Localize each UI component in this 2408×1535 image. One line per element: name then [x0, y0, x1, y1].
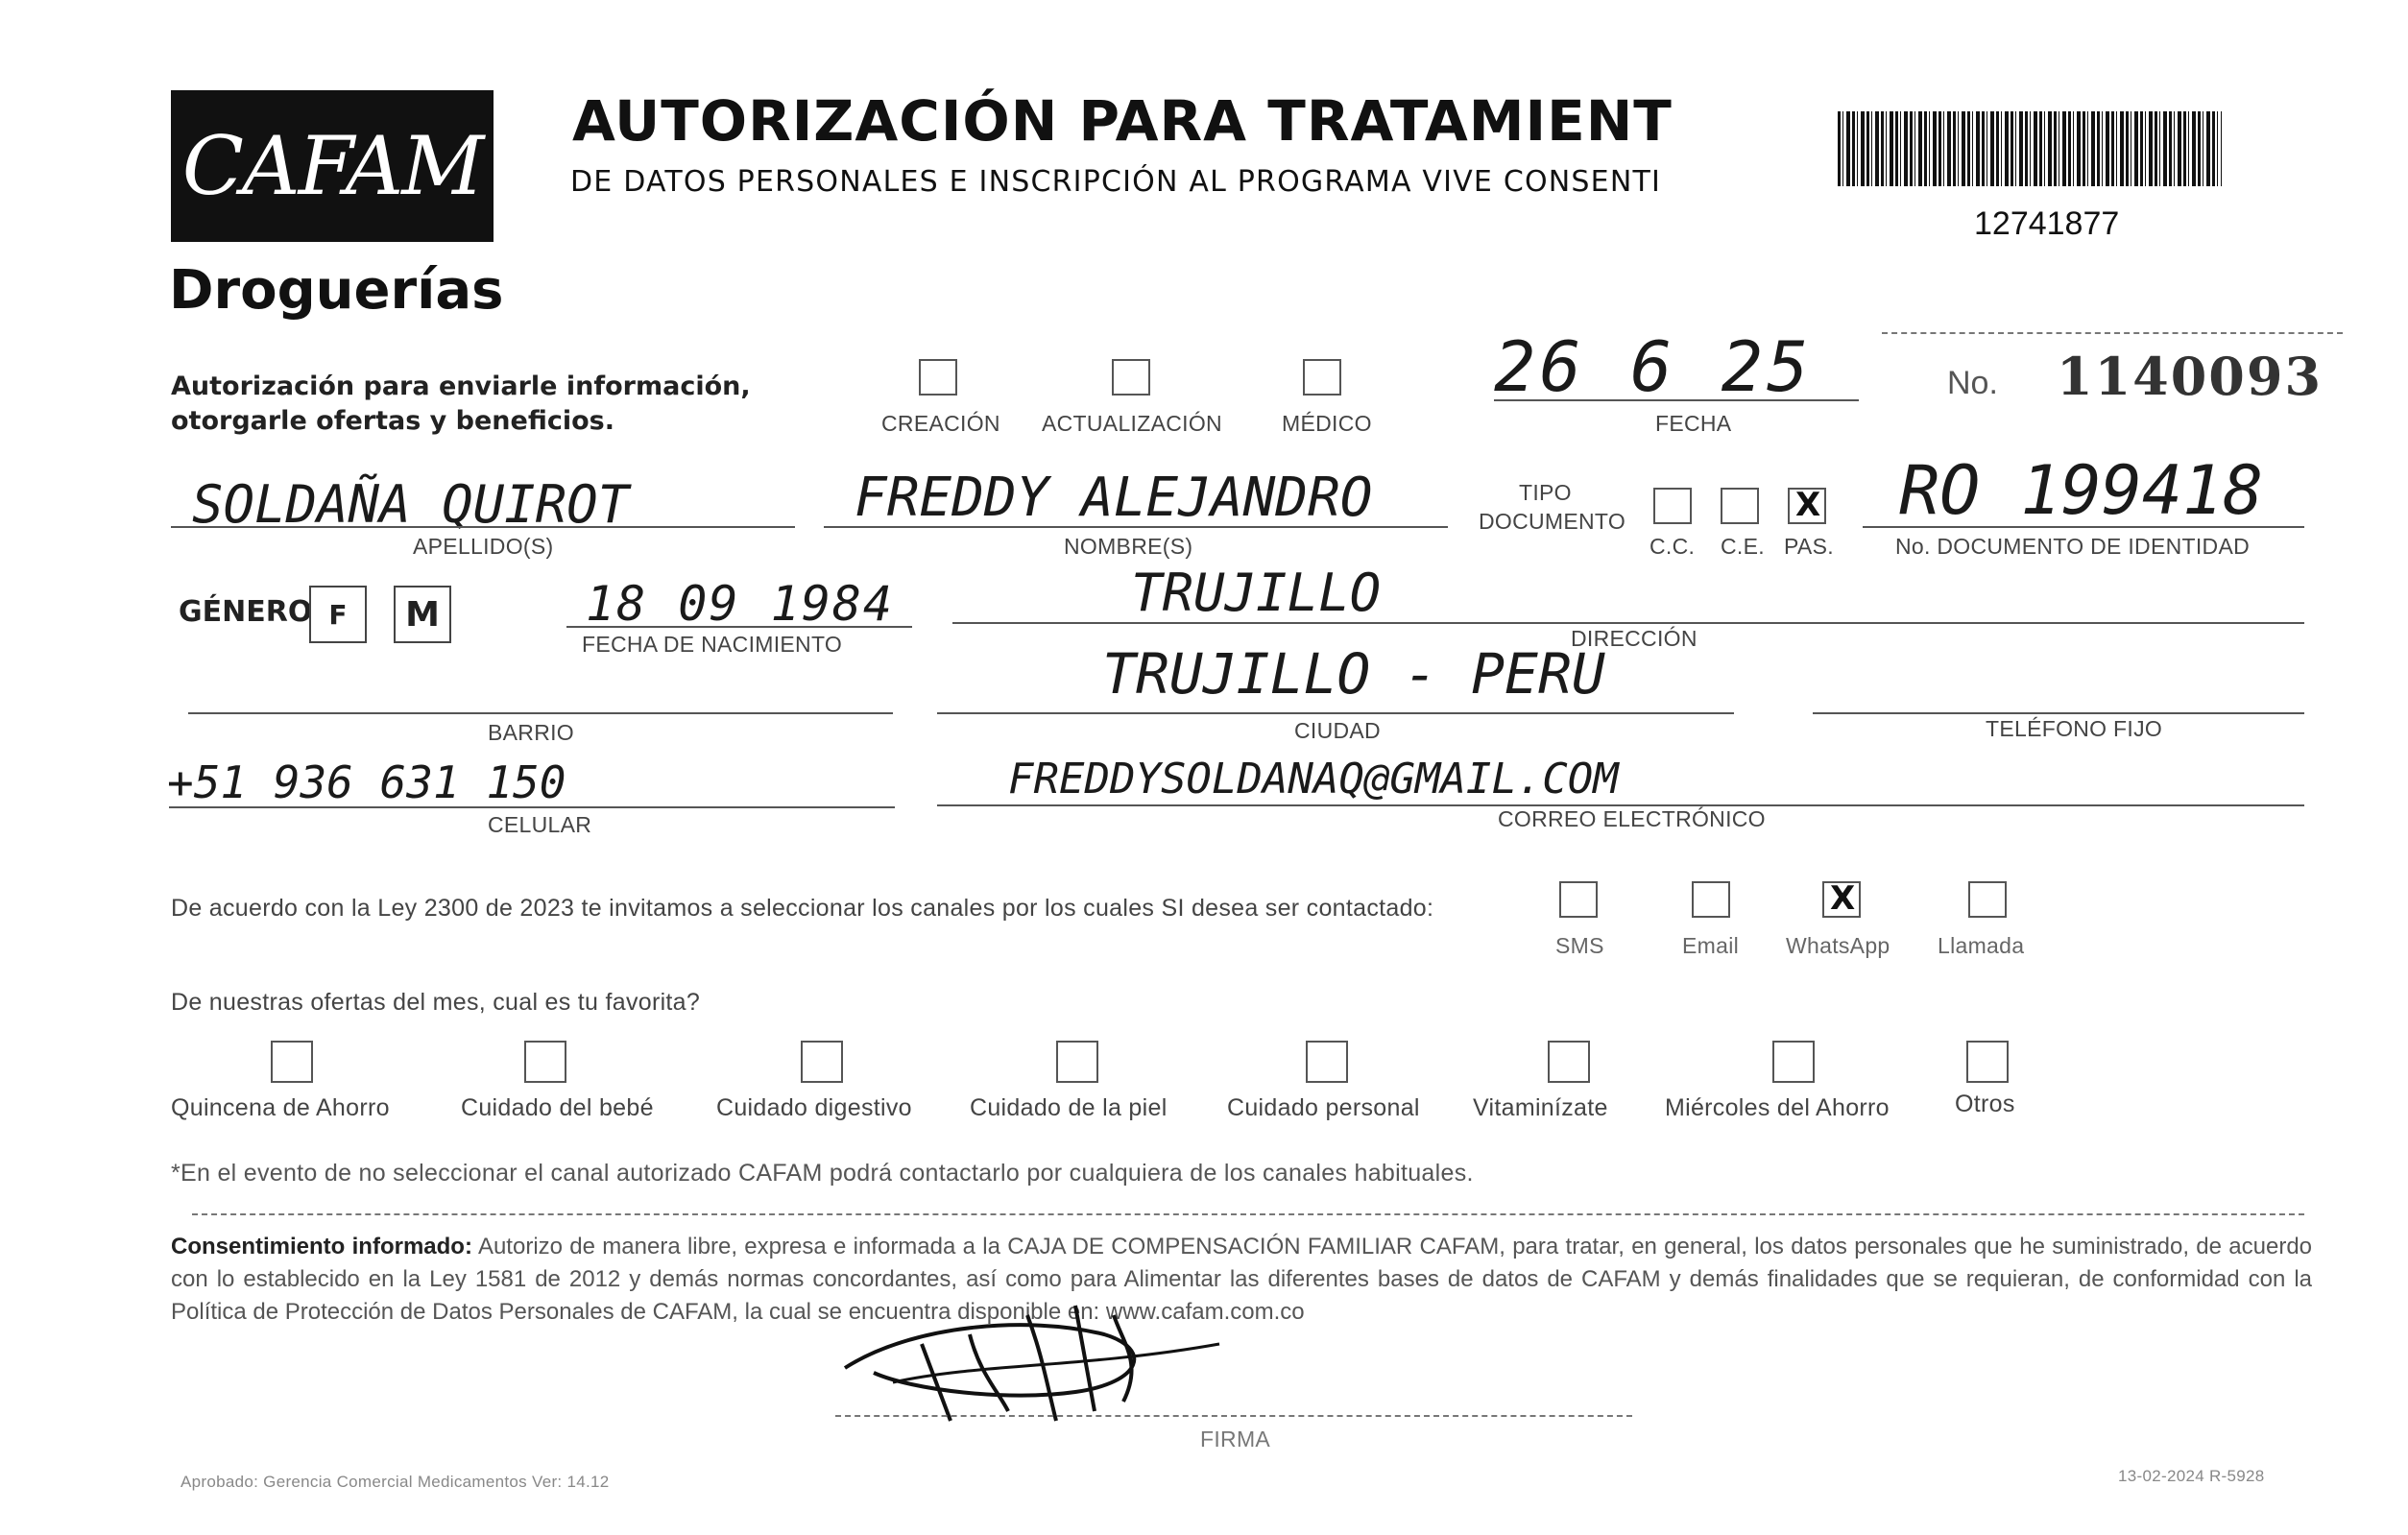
barcode-number: 12741877	[1974, 205, 2120, 242]
offers-note: *En el evento de no seleccionar el canal autorizado CAFAM podrá contactarlo por cualquiera de los canales habituales.	[171, 1160, 1474, 1187]
offer-piel-checkbox[interactable]	[1056, 1041, 1098, 1083]
channels-question: De acuerdo con la Ley 2300 de 2023 te invitamos a seleccionar los canales por los cuales SI desea ser contactado:	[171, 895, 1434, 922]
gender-f-label: F	[328, 598, 348, 631]
llamada-label: Llamada	[1938, 933, 2025, 958]
offer-vitaminizate-checkbox[interactable]	[1548, 1041, 1590, 1083]
sms-label: SMS	[1555, 933, 1604, 958]
subbrand: Droguerías	[169, 259, 504, 322]
llamada-checkbox[interactable]	[1968, 881, 2007, 918]
consent-paragraph	[171, 1231, 2312, 1329]
address-value: TRUJILLO	[1131, 563, 1382, 623]
doc-number-line	[1863, 526, 2304, 528]
date-label: FECHA	[1655, 411, 1732, 436]
medico-checkbox[interactable]	[1303, 359, 1341, 396]
page-subtitle: DE DATOS PERSONALES E INSCRIPCIÓN AL PROGRAMA VIVE CONSENTI	[570, 165, 1662, 199]
footer-left: Aprobado: Gerencia Comercial Medicamentos Ver: 14.12	[181, 1473, 610, 1491]
mobile-value: +51 936 631 150	[167, 756, 566, 808]
consent-body: Autorizo de manera libre, expresa e informada a la CAJA DE COMPENSACIÓN FAMILIAR CAFAM, para tratar, en general, los datos personales que he suministrado, de acuerdo con lo establecido en la Ley 1581 de 2012 y demás normas concordantes, así como para Alimentar las diferentes bases de datos de CAFAM y demás finalidades que se requieran, de conformidad con la Política de Protección de Datos Personales de CAFAM, la cual se encuentra disponible en: www.cafam.com.co	[171, 1234, 2313, 1325]
ce-label: C.E.	[1721, 534, 1765, 559]
name-value: FREDDY ALEJANDRO	[855, 467, 1373, 529]
page-title: AUTORIZACIÓN PARA TRATAMIENT	[572, 88, 1673, 154]
offer-bebe-label: Cuidado del bebé	[461, 1094, 654, 1121]
name-label: NOMBRE(S)	[1064, 534, 1193, 559]
whatsapp-label: WhatsApp	[1786, 933, 1890, 958]
name-line	[824, 526, 1448, 528]
offer-miercoles-checkbox[interactable]	[1772, 1041, 1815, 1083]
doc-type-label-1: TIPO	[1519, 480, 1572, 505]
birth-line	[566, 626, 912, 628]
creacion-label: CREACIÓN	[881, 411, 1000, 436]
gender-f-box[interactable]	[309, 586, 367, 643]
city-label: CIUDAD	[1294, 718, 1381, 743]
email-checkbox[interactable]	[1692, 881, 1730, 918]
city-value: TRUJILLO - PERU	[1102, 641, 1605, 707]
offer-personal-label: Cuidado personal	[1227, 1094, 1420, 1121]
offer-vitaminizate-label: Vitaminízate	[1473, 1094, 1608, 1121]
offer-bebe-checkbox[interactable]	[524, 1041, 566, 1083]
section-divider	[192, 1213, 2304, 1215]
creacion-checkbox[interactable]	[919, 359, 957, 396]
sms-checkbox[interactable]	[1559, 881, 1598, 918]
actualizacion-checkbox[interactable]	[1112, 359, 1150, 396]
signature-line	[835, 1415, 1632, 1417]
mobile-line	[169, 806, 895, 808]
footer-right: 13-02-2024 R-5928	[2118, 1467, 2265, 1485]
city-line	[937, 712, 1734, 714]
mobile-label: CELULAR	[488, 812, 592, 837]
offer-personal-checkbox[interactable]	[1306, 1041, 1348, 1083]
email-label: CORREO ELECTRÓNICO	[1498, 806, 1766, 831]
doc-type-label-2: DOCUMENTO	[1479, 509, 1626, 534]
authorization-text-1: Autorización para enviarle información,	[171, 372, 751, 401]
gender-m-label: M	[405, 594, 440, 635]
phone-label: TELÉFONO FIJO	[1986, 716, 2163, 741]
date-line	[1494, 399, 1859, 401]
email-option-label: Email	[1682, 933, 1740, 958]
date-value: 26 6 25	[1494, 326, 1813, 407]
pas-checkbox[interactable]	[1788, 488, 1826, 524]
birth-value: 18 09 1984	[586, 576, 895, 632]
ce-checkbox[interactable]	[1721, 488, 1759, 524]
offer-quincena-checkbox[interactable]	[271, 1041, 313, 1083]
cc-label: C.C.	[1649, 534, 1696, 559]
doc-number-label: No. DOCUMENTO DE IDENTIDAD	[1895, 534, 2251, 559]
number-label: No.	[1947, 365, 1998, 401]
offer-otros-label: Otros	[1955, 1091, 2015, 1117]
email-value: FREDDYSOLDANAQ@GMAIL.COM	[1008, 755, 1619, 803]
neighborhood-label: BARRIO	[488, 720, 574, 745]
authorization-text-2: otorgarle ofertas y beneficios.	[171, 406, 614, 436]
surname-line	[171, 526, 795, 528]
neighborhood-line	[188, 712, 893, 714]
offer-miercoles-label: Miércoles del Ahorro	[1665, 1094, 1890, 1121]
whatsapp-checkbox[interactable]	[1822, 881, 1861, 918]
medico-label: MÉDICO	[1282, 411, 1372, 436]
pas-label: PAS.	[1784, 534, 1834, 559]
offer-digestivo-checkbox[interactable]	[801, 1041, 843, 1083]
cc-checkbox[interactable]	[1653, 488, 1692, 524]
birth-label: FECHA DE NACIMIENTO	[582, 632, 843, 657]
address-line	[952, 622, 2304, 624]
offer-quincena-label: Quincena de Ahorro	[171, 1094, 390, 1121]
actualizacion-label: ACTUALIZACIÓN	[1042, 411, 1222, 436]
surname-label: APELLIDO(S)	[413, 534, 554, 559]
consent-title: Consentimiento informado:	[171, 1234, 472, 1259]
gender-label: GÉNERO	[179, 595, 313, 629]
offer-digestivo-label: Cuidado digestivo	[716, 1094, 912, 1121]
offers-question: De nuestras ofertas del mes, cual es tu favorita?	[171, 989, 701, 1016]
surname-value: SOLDAÑA QUIROT	[192, 474, 630, 535]
address-label: DIRECCIÓN	[1571, 626, 1698, 651]
barcode	[1838, 111, 2222, 186]
number-value: 1140093	[2057, 346, 2324, 407]
cafam-logo: CAFAM	[171, 90, 494, 242]
date-line-ext	[1882, 332, 2343, 334]
phone-line	[1813, 712, 2304, 714]
offer-otros-checkbox[interactable]	[1966, 1041, 2009, 1083]
signature-label: FIRMA	[1200, 1427, 1271, 1451]
doc-number-value: RO 199418	[1899, 451, 2264, 530]
gender-m-box[interactable]	[394, 586, 451, 643]
offer-piel-label: Cuidado de la piel	[970, 1094, 1168, 1121]
